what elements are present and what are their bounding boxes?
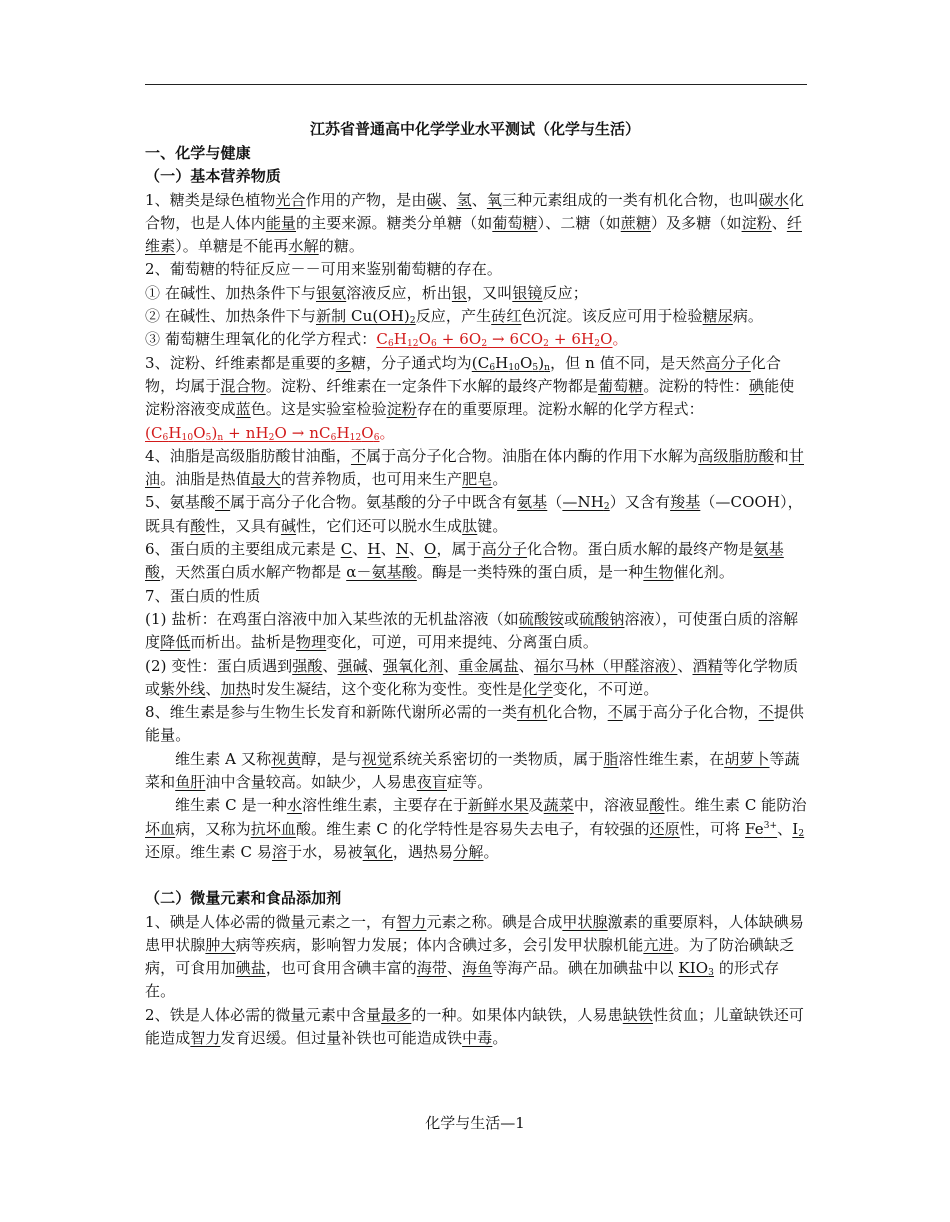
paragraph: 3、淀粉、纤维素都是重要的多糖，分子通式均为$(C_6H_{10}O_5)_n$，但 n 值不同，是天然高分子化合物，均属于混合物。淀粉、纤维素在一定条件下水解的最终产物都是葡萄糖。淀粉的特性：碘能使淀粉溶液变成蓝色。这是实验室检验淀粉存在的重要原理。淀粉水解的化学方程式： [145,353,795,419]
paragraph: 2、葡萄糖的特征反应－－可用来鉴别葡萄糖的存在。 [145,260,502,279]
paragraph: 7、蛋白质的性质 [145,586,261,605]
header-rule [145,84,807,85]
paragraph: (1) 盐析：在鸡蛋白溶液中加入某些浓的无机盐溶液（如硫酸铵或硫酸钠溶液），可使蛋白质的溶解度降低而析出。盐析是物理变化，可逆，可用来提纯、分离蛋白质。 [145,609,799,652]
page-footer: 化学与生活—1 [425,1114,525,1132]
paragraph: 4、油脂是高级脂肪酸甘油酯，不属于高分子化合物。油脂在体内酶的作用下水解为高级脂肪酸和甘油。油脂是热值最大的营养物质，也可用来生产肥皂。 [145,446,804,489]
section-heading: （二）微量元素和食品添加剂 [145,889,342,908]
paragraph: 2、铁是人体必需的微量元素中含量最多的一种。如果体内缺铁，人易患缺铁性贫血；儿童缺铁还可能造成智力发育迟缓。但过量补铁也可能造成铁中毒。 [145,1005,804,1047]
section-heading: （一）基本营养物质 [145,167,281,186]
paragraph: (2) 变性：蛋白质遇到强酸、强碱、强氧化剂、重金属盐、福尔马林（甲醛溶液）、酒精等化学物质或紫外线、加热时发生凝结，这个变化称为变性。变性是化学变化，不可逆。 [145,656,799,698]
paragraph: ① 在碱性、加热条件下与银氨溶液反应，析出银，又叫银镜反应； [145,283,588,302]
paragraph: 1、碘是人体必需的微量元素之一，有智力元素之称。碘是合成甲状腺激素的重要原料，人体缺碘易患甲状腺肿大病等疾病，影响智力发展；体内含碘过多，会引发甲状腺机能亢进。为了防治碘缺乏病，可食用加碘盐，也可食用含碘丰富的海带、海鱼等海产品。碘在加碘盐中以 $KIO_3$ 的形式存在。 [145,912,804,1001]
document-title: 江苏省普通高中化学学业水平测试（化学与生活） [309,120,640,138]
paragraph: 维生素 C 是一种水溶性维生素，主要存在于新鲜水果及蔬菜中，溶液显酸性。维生素 C 能防治坏血病，又称为抗坏血酸。维生素 C 的化学特性是容易失去电子，有较强的还原性，可将 $Fe^{3+}$、$I_2$ 还原。维生素 C 易溶于水，易被氧化，遇热易分解。 [145,796,807,861]
paragraph: 维生素 A 又称视黄醇，是与视觉系统关系密切的一类物质，属于脂溶性维生素，在胡萝卜等蔬菜和鱼肝油中含量较高。如缺少，人易患夜盲症等。 [145,749,800,792]
paragraph: $(C_6H_{10}O_5)_n + nH_2O \to nC_6H_{12}O_6$。 [145,423,395,443]
section-heading: 一、化学与健康 [145,144,251,162]
paragraph: 8、维生素是参与生物生长发育和新陈代谢所必需的一类有机化合物，不属于高分子化合物，不提供能量。 [145,703,804,745]
paragraph: ③ 葡萄糖生理氧化的化学方程式：$C_6H_{12}O_6 + 6O_2 \to 6CO_2 + 6H_2O$。 [145,330,628,350]
paragraph: ② 在碱性、加热条件下与新制 $Cu(OH)_2$反应，产生砖红色沉淀。该反应可用于检验糖尿病。 [145,307,764,327]
spacer [145,864,807,887]
paragraph: 1、糖类是绿色植物光合作用的产物，是由碳、氢、氧三种元素组成的一类有机化合物，也叫碳水化合物，也是人体内能量的主要来源。糖类分单糖（如葡萄糖）、二糖（如蔗糖）及多糖（如淀粉、纤维素）。单糖是不能再水解的糖。 [145,190,805,256]
paragraph: 6、蛋白质的主要组成元素是 C、H、N、O，属于高分子化合物。蛋白质水解的最终产物是氨基酸，天然蛋白质水解产物都是 α－氨基酸。酶是一类特殊的蛋白质，是一种生物催化剂。 [145,540,784,582]
document-body [145,142,807,1050]
paragraph: 5、氨基酸不属于高分子化合物。氨基酸的分子中既含有氨基$(—NH_2)$又含有羧基（—COOH），既具有酸性，又具有碱性，它们还可以脱水生成肽键。 [145,493,803,535]
